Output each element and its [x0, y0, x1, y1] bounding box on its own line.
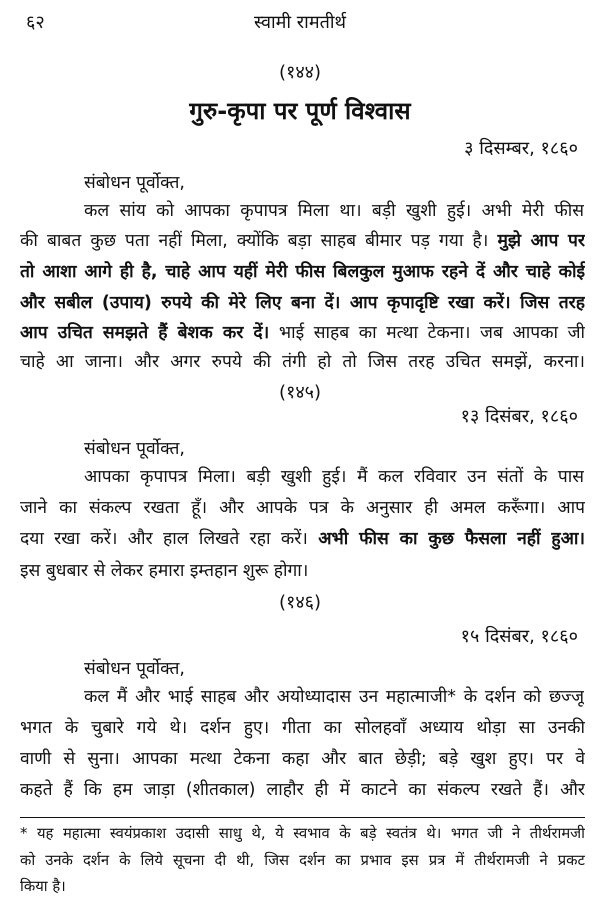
letter-number: (१४४) [278, 62, 322, 83]
letter-date: १३ दिसंबर, १८६० [460, 406, 578, 427]
footnote-line: को उनके दर्शन के लिये सूचना दी थी, जिस दर्शन का प्रभाव इस प्रत्र में तीर्थरामजी ने प्रकट [20, 852, 585, 869]
bold-text-run: मुझे आप पर [497, 231, 585, 251]
salutation: संबोधन पूर्वोक्त, [84, 439, 185, 459]
letter-title: गुरु-कृपा पर पूर्ण विश्वास [189, 97, 411, 125]
text-line: इस बुधबार से लेकर हमारा इम्तहान शुरू होगा। [20, 561, 309, 581]
text-line: चाहे आ जाना। और अगर रुपये की तंगी हो तो जिस तरह उचित समझें, करना। [20, 352, 585, 372]
bold-text-run: अभी फीस का कुछ फैसला नहीं हुआ। [318, 529, 585, 549]
letter-date: ३ दिसम्बर, १८६० [464, 138, 578, 159]
text-line: कहते हैं कि हम जाड़ा (शीतकाल) लाहौर ही में काटने का संकल्प रखते हैं। और [20, 780, 585, 800]
text-line: तो आशा आगे ही है, चाहे आप यहीं मेरी फीस बिलकुल मुआफ रहने दें और चाहे कोई [20, 262, 585, 282]
text-line: और सबील (उपाय) रुपये की मेरे लिए बना दें। आप कृपादृष्टि रखा करें। जिस तरह [20, 293, 585, 313]
salutation: संबोधन पूर्वोक्त, [84, 659, 185, 679]
text-run: दया रखा करें। और हाल लिखते रहा करें। [20, 529, 308, 549]
text-run: भाई साहब का मत्था टेकना। जब आपका जी [278, 323, 585, 343]
text-line: जाने का संकल्प रखता हूँ। और आपके पत्र के अनुसार ही अमल करूँगा। आप [20, 498, 585, 518]
letter-number: (१४६) [278, 592, 322, 613]
text-run: की बाबत कुछ पता नहीं मिला, क्योंकि बड़ा साहब बीमार पड़ गया है। [20, 231, 489, 251]
page-header [0, 4, 600, 32]
salutation: संबोधन पूर्वोक्त, [84, 173, 185, 193]
running-head: स्वामी रामतीर्थ [253, 12, 347, 33]
text-line: भगत के चुबारे गये थे। दर्शन हुए। गीता का सोलहवाँ अध्याय थोड़ा सा उनकी [20, 718, 585, 738]
text-line: आपका कृपापत्र मिला। बड़ी खुशी हुई। मैं कल रविवार उन संतों के पास [84, 467, 584, 487]
bold-text-run: आप उचित समझते हैं बेशक कर दें। [20, 323, 270, 343]
text-line [20, 228, 585, 252]
footnote-line: * यह महात्मा स्वयंप्रकाश उदासी साधु थे, ये स्वभाव के बड़े स्वतंत्र थे। भगत जी ने तीर्थरामजी [20, 825, 585, 842]
text-line: वाणी से सुना। आपका मत्था टेकना कहा और बात छेड़ी; बड़े खुश हुए। पर वे [20, 749, 585, 769]
letter-number: (१४५) [278, 382, 322, 403]
text-line: कल मैं और भाई साहब और अयोध्यादास उन महात्माजी* के दर्शन को छज्जू [84, 687, 584, 707]
text-line [20, 320, 585, 344]
text-line: कल सांय को आपका कृपापत्र मिला था। बड़ी खुशी हुई। अभी मेरी फीस [84, 201, 584, 221]
letter-date: १५ दिसंबर, १८६० [460, 626, 578, 647]
page-number: ६२ [26, 12, 45, 33]
footnote-divider [20, 817, 585, 818]
text-line [20, 526, 585, 550]
footnote-line: किया है। [20, 878, 66, 895]
